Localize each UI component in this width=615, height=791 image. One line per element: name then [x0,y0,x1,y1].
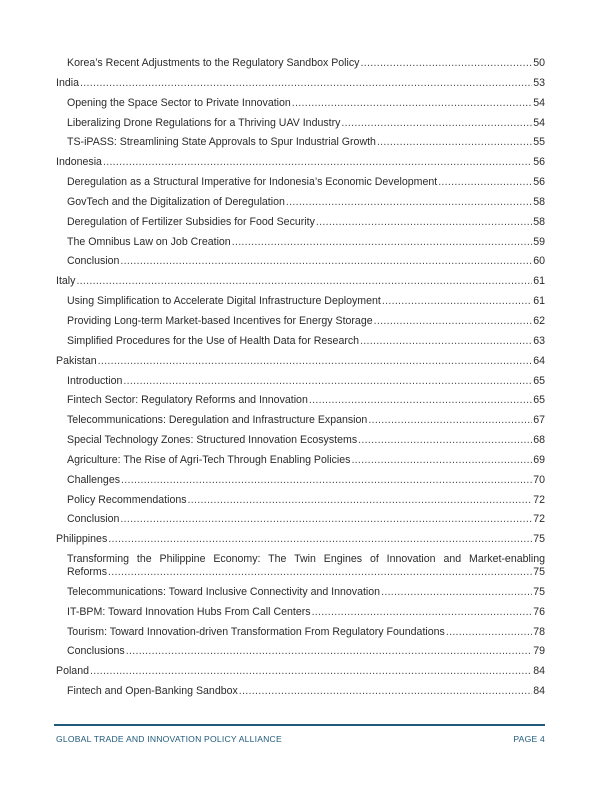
toc-entry-title: Philippines [56,533,108,546]
toc-subsection-entry[interactable] [56,335,545,348]
dot-leader [232,236,533,249]
toc-subsection-entry[interactable] [56,236,545,249]
dot-leader [98,355,533,368]
dot-leader [108,566,532,579]
toc-entry-page: 75 [533,533,545,546]
toc-entry-page: 56 [533,176,545,189]
toc-entry-page: 56 [533,156,545,169]
toc-subsection-entry[interactable] [56,97,545,110]
toc-subsection-entry[interactable] [56,553,545,579]
dot-leader [103,156,532,169]
toc-entry-title-continued: Reforms [67,566,108,579]
toc-entry-page: 65 [533,374,545,387]
toc-entry-title: Italy [56,275,76,288]
table-of-contents [56,57,545,705]
toc-subsection-entry[interactable] [56,394,545,407]
toc-subsection-entry[interactable] [56,255,545,268]
dot-leader [120,255,532,268]
toc-entry-page: 61 [533,275,545,288]
dot-leader [316,216,532,229]
toc-entry-page: 64 [533,354,545,367]
toc-entry-page: 54 [533,96,545,109]
toc-section-entry[interactable] [56,156,545,169]
toc-entry-title: Korea’s Recent Adjustments to the Regulatory Sandbox Policy [67,57,360,69]
toc-subsection-entry[interactable] [56,606,545,619]
toc-entry-title: Fintech and Open-Banking Sandbox [67,685,238,698]
toc-subsection-entry[interactable] [56,57,545,70]
toc-subsection-entry[interactable] [56,645,545,658]
dot-leader [360,335,532,348]
toc-subsection-entry[interactable] [56,176,545,189]
dot-leader [446,626,532,639]
toc-entry-page: 72 [533,513,545,526]
toc-subsection-entry[interactable] [56,626,545,639]
toc-entry-title: Challenges [67,473,121,486]
toc-subsection-entry[interactable] [56,434,545,447]
dot-leader [188,494,533,507]
dot-leader [312,606,533,619]
dot-leader [360,57,532,70]
toc-entry-page: 68 [533,434,545,447]
dot-leader [309,394,532,407]
dot-leader [239,685,532,698]
toc-entry-title: Fintech Sector: Regulatory Reforms and Innovation [67,394,308,407]
toc-entry-title: India [56,76,79,89]
dot-leader [123,375,532,388]
toc-section-entry[interactable] [56,665,545,678]
toc-entry-title: Deregulation of Fertilizer Subsidies for Food Security [67,215,315,228]
toc-subsection-entry[interactable] [56,295,545,308]
dot-leader [121,474,532,487]
toc-entry-page: 58 [533,215,545,228]
toc-entry-page: 63 [533,334,545,347]
toc-entry-title: Conclusion [67,513,120,526]
toc-subsection-entry[interactable] [56,414,545,427]
toc-entry-title: Poland [56,665,89,678]
toc-entry-title: Conclusions [67,645,125,658]
dot-leader [382,295,532,308]
toc-entry-page: 60 [533,255,545,268]
toc-entry-page: 76 [533,605,545,618]
toc-entry-page: 53 [533,76,545,89]
toc-section-entry[interactable] [56,275,545,288]
toc-entry-page: 70 [533,473,545,486]
toc-entry-title: GovTech and the Digitalization of Deregulation [67,195,285,208]
toc-subsection-entry[interactable] [56,685,545,698]
dot-leader [76,275,532,288]
toc-entry-page: 84 [533,685,545,698]
dot-leader [381,586,532,599]
toc-subsection-entry[interactable] [56,454,545,467]
dot-leader [126,645,532,658]
toc-entry-page: 72 [533,493,545,506]
toc-entry-title: The Omnibus Law on Job Creation [67,235,231,248]
dot-leader [286,196,532,209]
toc-entry-page: 75 [533,566,545,579]
dot-leader [368,414,532,427]
toc-subsection-entry[interactable] [56,136,545,149]
toc-entry-title: Policy Recommendations [67,493,187,506]
dot-leader [90,665,532,678]
dot-leader [377,136,532,149]
dot-leader [351,454,532,467]
dot-leader [438,176,532,189]
toc-entry-page: 59 [533,235,545,248]
toc-entry-title: Telecommunications: Toward Inclusive Connectivity and Innovation [67,585,381,598]
toc-entry-title: Indonesia [56,156,102,169]
toc-entry-title: Agriculture: The Rise of Agri-Tech Through Enabling Policies [67,453,351,466]
toc-subsection-entry[interactable] [56,315,545,328]
toc-entry-title: Special Technology Zones: Structured Innovation Ecosystems [67,434,358,447]
dot-leader [341,117,532,130]
footer-organization: GLOBAL TRADE AND INNOVATION POLICY ALLIANCE [56,734,282,744]
toc-entry-page: 65 [533,394,545,407]
toc-entry-title: Introduction [67,374,123,387]
toc-entry-title: IT-BPM: Toward Innovation Hubs From Call Centers [67,605,311,618]
toc-entry-page: 54 [533,116,545,129]
toc-entry-page: 67 [533,414,545,427]
toc-entry-page: 50 [533,57,545,69]
toc-entry-title: Using Simplification to Accelerate Digital Infrastructure Deployment [67,295,381,308]
toc-entry-page: 75 [533,585,545,598]
toc-subsection-entry[interactable] [56,216,545,229]
toc-subsection-entry[interactable] [56,494,545,507]
toc-entry-page: 79 [533,645,545,658]
toc-entry-title: Deregulation as a Structural Imperative for Indonesia’s Economic Development [67,176,438,189]
toc-entry-title: Liberalizing Drone Regulations for a Thriving UAV Industry [67,116,341,129]
toc-entry-page: 78 [533,625,545,638]
toc-subsection-entry[interactable] [56,586,545,599]
dot-leader [374,315,533,328]
dot-leader [80,77,532,90]
toc-section-entry[interactable] [56,355,545,368]
toc-subsection-entry[interactable] [56,196,545,209]
toc-subsection-entry[interactable] [56,117,545,130]
toc-entry-title: Conclusion [67,255,120,268]
dot-leader [120,513,532,526]
dot-leader [358,434,532,447]
toc-entry-page: 69 [533,453,545,466]
toc-entry-title: Telecommunications: Deregulation and Infrastructure Expansion [67,414,368,427]
footer-page-number: PAGE 4 [513,734,545,744]
toc-section-entry[interactable] [56,77,545,90]
toc-entry-page: 55 [533,136,545,149]
toc-entry-page: 62 [533,314,545,327]
toc-entry-title: TS-iPASS: Streamlining State Approvals to Spur Industrial Growth [67,136,376,149]
dot-leader [108,533,532,546]
toc-entry-title: Tourism: Toward Innovation-driven Transformation From Regulatory Foundations [67,625,445,638]
toc-entry-title: Transforming the Philippine Economy: The Twin Engines of Innovation and Market-enabling [67,553,545,566]
toc-entry-title: Opening the Space Sector to Private Innovation [67,96,291,109]
toc-entry-title: Simplified Procedures for the Use of Health Data for Research [67,334,360,347]
toc-entry-page: 84 [533,665,545,678]
toc-entry-page: 61 [533,295,545,308]
toc-subsection-entry[interactable] [56,513,545,526]
toc-subsection-entry[interactable] [56,474,545,487]
toc-entry-title: Pakistan [56,354,97,367]
toc-section-entry[interactable] [56,533,545,546]
toc-entry-title: Providing Long-term Market-based Incentives for Energy Storage [67,314,373,327]
toc-subsection-entry[interactable] [56,375,545,388]
dot-leader [292,97,532,110]
footer-divider [54,724,545,726]
toc-entry-page: 58 [533,195,545,208]
